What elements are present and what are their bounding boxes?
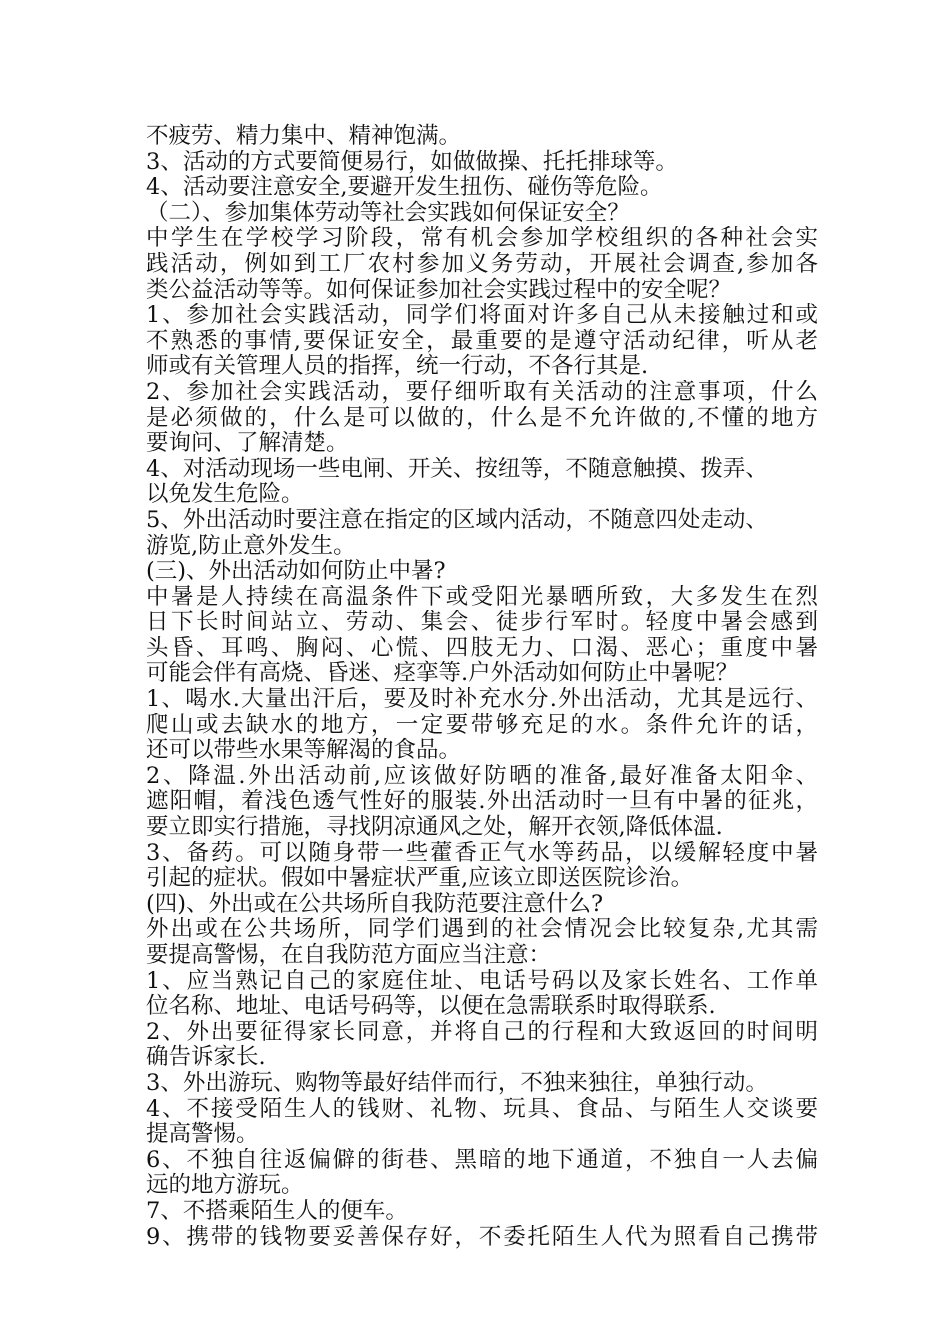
text-line: 要提高警惕，在自我防范方面应当注意：: [146, 942, 552, 968]
text-line: 3、外出游玩、购物等最好结伴而行，不独来独往，单独行动。: [146, 1069, 768, 1096]
text-line: (四)、外出或在公共场所自我防范要注意什么?: [146, 890, 604, 917]
text-line: 4、活动要注意安全,要避开发生扭伤、碰伤等危险。: [146, 174, 663, 201]
text-line: 可能会伴有高烧、昏迷、痉挛等.户外活动如何防止中暑呢？: [146, 660, 739, 687]
text-line: 不熟悉的事情,要保证安全，最重要的是遵守活动纪律，听从老: [146, 328, 818, 354]
text-line: 远的地方游玩。: [146, 1172, 304, 1199]
text-line: 师或有关管理人员的指挥，统一行动，不各行其是.: [146, 353, 649, 380]
text-line: 1、参加社会实践活动，同学们将面对许多自己从未接触过和或: [146, 303, 818, 329]
text-line: 不疲劳、精力集中、精神饱满。: [146, 123, 462, 149]
text-line: 7、不搭乘陌生人的便车。: [146, 1197, 408, 1224]
text-line: 6、不独自往返偏僻的街巷、黑暗的地下通道，不独自一人去偏: [146, 1147, 818, 1173]
text-line: 遮阳帽，着浅色透气性好的服装.外出活动时一旦有中暑的征兆，: [146, 789, 818, 815]
text-line: 9、携带的钱物要妥善保存好，不委托陌生人代为照看自己携带: [146, 1224, 818, 1250]
text-line: 是必须做的，什么是可以做的，什么是不允许做的,不懂的地方: [146, 405, 818, 431]
text-line: 要立即实行措施，寻找阴凉通风之处，解开衣领,降低体温.: [146, 814, 723, 841]
text-line: 确告诉家长.: [146, 1044, 266, 1071]
text-line: 4、不接受陌生人的钱财、礼物、玩具、食品、与陌生人交谈要: [146, 1096, 818, 1122]
document-body: [146, 124, 818, 1250]
text-line: 中学生在学校学习阶段，常有机会参加学校组织的各种社会实: [146, 226, 818, 252]
text-line: 3、活动的方式要简便易行，如做做操、托托排球等。: [146, 148, 678, 175]
text-line: 2、降温.外出活动前,应该做好防晒的准备,最好准备太阳伞、: [146, 763, 818, 789]
text-line: 日下长时间站立、劳动、集会、徒步行军时。轻度中暑会感到: [146, 610, 818, 636]
text-line: 还可以带些水果等解渴的食品。: [146, 737, 462, 764]
text-line: 位名称、地址、电话号码等，以便在急需联系时取得联系.: [146, 993, 716, 1020]
text-line: 5、外出活动时要注意在指定的区域内活动，不随意四处走动、: [146, 506, 768, 533]
text-line: 爬山或去缺水的地方，一定要带够充足的水。条件允许的话，: [146, 712, 818, 738]
text-line: 提高警惕。: [146, 1121, 259, 1148]
text-line: 游览,防止意外发生。: [146, 532, 356, 559]
text-line: 中暑是人持续在高温条件下或受阳光暴晒所致，大多发生在烈: [146, 584, 818, 610]
text-line: 2、参加社会实践活动，要仔细听取有关活动的注意事项，什么: [146, 379, 818, 405]
text-line: 要询问、了解清楚。: [146, 430, 349, 457]
text-line: 头昏、耳鸣、胸闷、心慌、四肢无力、口渴、恶心；重度中暑: [146, 635, 818, 661]
text-line: 践活动，例如到工厂农村参加义务劳动，开展社会调查,参加各: [146, 251, 818, 277]
text-line: 外出或在公共场所，同学们遇到的社会情况会比较复杂,尤其需: [146, 917, 818, 943]
text-line: 引起的症状。假如中暑症状严重,应该立即送医院诊治。: [146, 865, 694, 892]
text-line: 类公益活动等等。如何保证参加社会实践过程中的安全呢？: [146, 276, 732, 303]
text-line: 1、应当熟记自己的家庭住址、电话号码以及家长姓名、工作单: [146, 968, 818, 994]
text-line: （二）、参加集体劳动等社会实践如何保证安全？: [146, 199, 630, 226]
text-line: 2、外出要征得家长同意，并将自己的行程和大致返回的时间明: [146, 1019, 818, 1045]
text-line: 4、对活动现场一些电闸、开关、按纽等，不随意触摸、拨弄、: [146, 455, 768, 482]
text-line: 1、喝水.大量出汗后，要及时补充水分.外出活动，尤其是远行、: [146, 687, 818, 713]
text-line: 3、备药。可以随身带一些藿香正气水等药品，以缓解轻度中暑: [146, 840, 818, 866]
text-line: (三)、外出活动如何防止中暑?: [146, 558, 446, 585]
text-line: 以免发生危险。: [146, 481, 304, 508]
